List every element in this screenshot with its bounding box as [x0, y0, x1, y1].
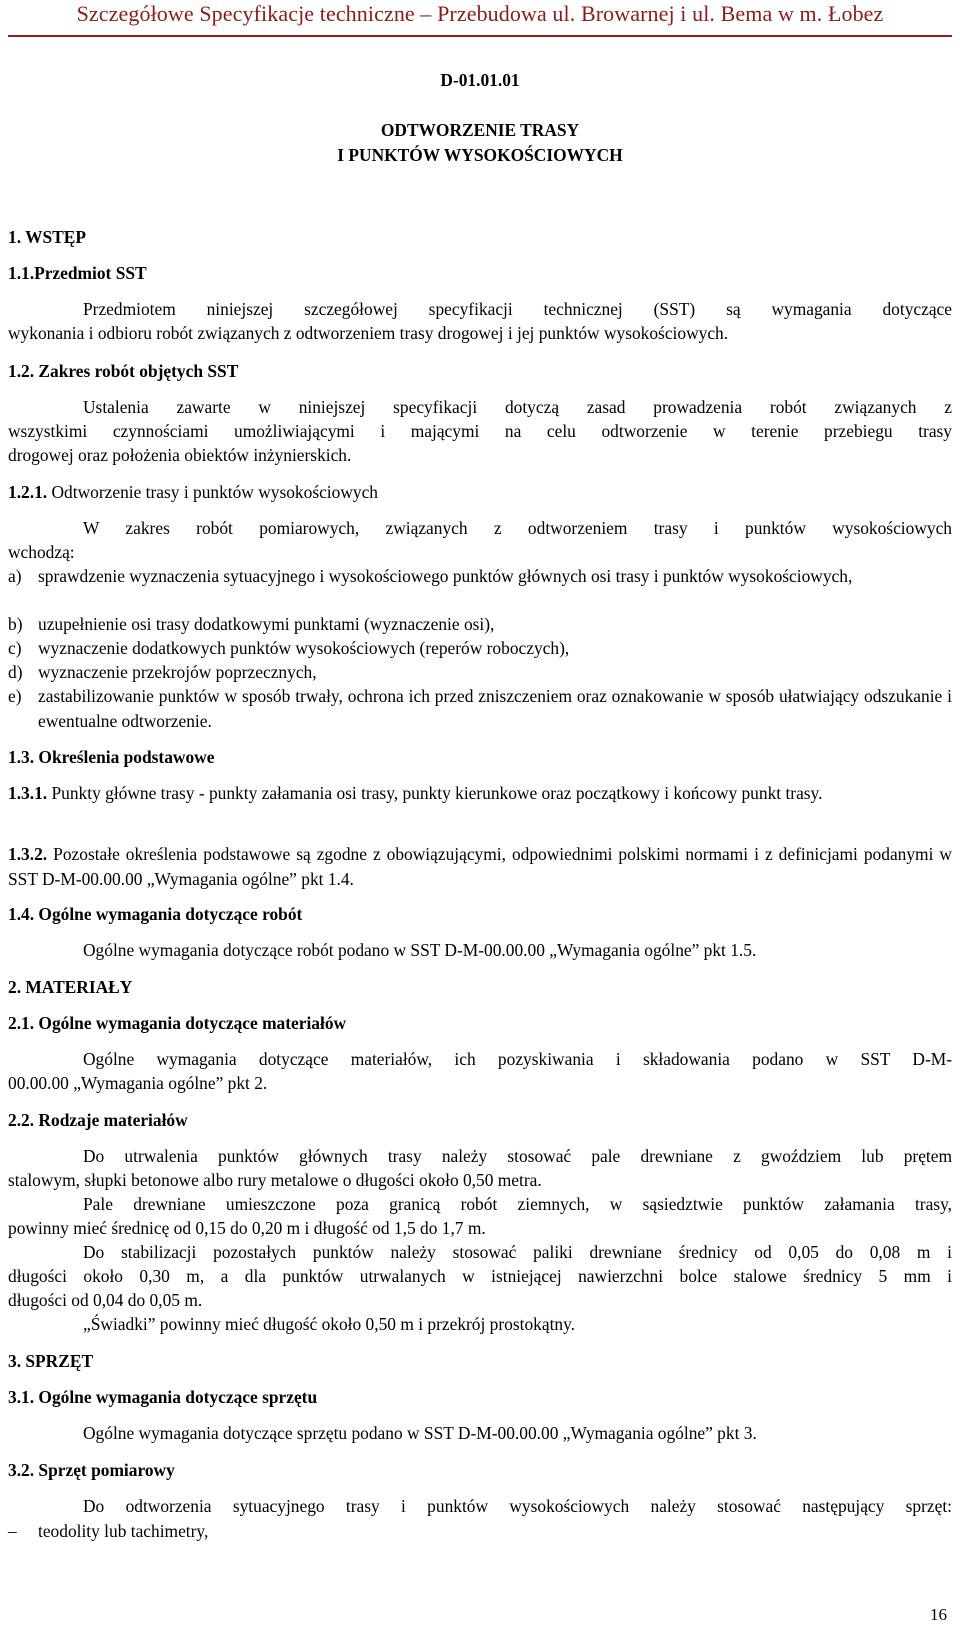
- list-marker: –: [8, 1521, 17, 1541]
- section-1-1-text-line-1: Przedmiotem niniejszej szczegółowej specyfikacji technicznej (SST) są wymagania dotyczące: [83, 299, 952, 319]
- section-1-2-1-text-line-1: W zakres robót pomiarowych, związanych z odtworzeniem trasy i punktów wysokościowych: [83, 518, 952, 538]
- list-item: [8, 660, 952, 685]
- list-item: [8, 636, 952, 661]
- section-2-1-text-line-1: Ogólne wymagania dotyczące materiałów, ich pozyskiwania i składowania podano w SST D-M-: [83, 1049, 952, 1069]
- section-2-2-p1-line-1: Do utrwalenia punktów głównych trasy należy stosować pale drewniane z gwoździem lub prętem: [83, 1146, 952, 1166]
- section-3-1-heading: 3.1. Ogólne wymagania dotyczące sprzętu: [8, 1387, 318, 1407]
- section-1-3-heading: 1.3. Określenia podstawowe: [8, 747, 215, 767]
- section-3-2-text: Do odtworzenia sytuacyjnego trasy i punktów wysokościowych należy stosować następujący sprzęt:: [83, 1496, 952, 1516]
- section-1-2-1-title: Odtworzenie trasy i punktów wysokościowych: [51, 482, 378, 502]
- list-item-text: uzupełnienie osi trasy dodatkowymi punktami (wyznaczenie osi),: [38, 614, 495, 634]
- section-2-2-heading: 2.2. Rodzaje materiałów: [8, 1110, 188, 1130]
- list-marker: b): [8, 614, 23, 634]
- section-2-2-p2-line-2: powinny mieć średnicę od 0,15 do 0,20 m i długość od 1,5 do 1,7 m.: [8, 1218, 486, 1238]
- list-item-text: teodolity lub tachimetry,: [38, 1521, 209, 1541]
- list-marker: a): [8, 566, 22, 586]
- section-3-1-text: Ogólne wymagania dotyczące sprzętu podano w SST D-M-00.00.00 „Wymagania ogólne” pkt 3.: [83, 1423, 757, 1443]
- list-marker: e): [8, 686, 22, 706]
- section-2-2-p3-line-3: długości od 0,04 do 0,05 m.: [8, 1290, 203, 1310]
- section-1-2-text-line-2: wszystkimi czynnościami umożliwiającymi i mającymi na celu odtworzenie w terenie przebiegu trasy: [8, 421, 952, 441]
- section-2-1-text-line-2: 00.00.00 „Wymagania ogólne” pkt 2.: [8, 1073, 268, 1093]
- section-1-2-text-line-3: drogowej oraz położenia obiektów inżynierskich.: [8, 445, 352, 465]
- section-2-heading: 2. MATERIAŁY: [8, 977, 133, 997]
- section-2-2-p3-line-1: Do stabilizacji pozostałych punktów należy stosować paliki drewniane średnicy od 0,05 do 0,08 m i: [83, 1242, 952, 1262]
- section-1-3-1-number: 1.3.1.: [8, 783, 48, 803]
- list-item-text: wyznaczenie dodatkowych punktów wysokościowych (reperów roboczych),: [38, 638, 570, 658]
- list-marker: c): [8, 638, 22, 658]
- section-1-2-1-heading: [8, 480, 378, 505]
- section-1-2-1-text-line-2: wchodzą:: [8, 542, 75, 562]
- list-item: [8, 612, 952, 637]
- document-title-line-2: I PUNKTÓW WYSOKOŚCIOWYCH: [337, 145, 623, 165]
- header-rule: [8, 35, 952, 37]
- list-marker: d): [8, 662, 23, 682]
- section-1-2-text-line-1: Ustalenia zawarte w niniejszej specyfikacji dotyczą zasad prowadzenia robót związanych z: [83, 397, 952, 417]
- section-2-2-p1-line-2: stalowym, słupki betonowe albo rury metalowe o długości około 0,50 metra.: [8, 1170, 542, 1190]
- section-1-1-heading: 1.1.Przedmiot SST: [8, 263, 147, 283]
- section-1-4-text: Ogólne wymagania dotyczące robót podano w SST D-M-00.00.00 „Wymagania ogólne” pkt 1.5.: [83, 940, 757, 960]
- section-1-1-text-line-2: wykonania i odbioru robót związanych z odtworzeniem trasy drogowej i jej punktów wysokościowych.: [8, 323, 729, 343]
- list-item-text: sprawdzenie wyznaczenia sytuacyjnego i wysokościowego punktów głównych osi trasy i punktów wysokościowych,: [38, 566, 853, 586]
- list-item-text: zastabilizowanie punktów w sposób trwały, ochrona ich przed zniszczeniem oraz oznakowanie w sposób ułatwiający odszukanie i ewentualne odtworzenie.: [38, 686, 952, 731]
- section-1-heading: 1. WSTĘP: [8, 227, 86, 247]
- section-1-2-1-number: 1.2.1.: [8, 482, 48, 502]
- section-3-heading: 3. SPRZĘT: [8, 1351, 94, 1371]
- running-header: Szczegółowe Specyfikacje techniczne – Przebudowa ul. Browarnej i ul. Bema w m. Łobez: [76, 1, 884, 26]
- section-1-3-2-text: 1.3.2. Pozostałe określenia podstawowe są zgodne z obowiązującymi, odpowiednimi polskimi normami i z definicjami podanymi w SST D-M-00.00.00 „Wymagania ogólne” pkt 1.4.: [8, 844, 952, 889]
- page-number: 16: [930, 1605, 947, 1624]
- section-1-3-1-text: 1.3.1. Punkty główne trasy - punkty załamania osi trasy, punkty kierunkowe oraz początkowy i końcowy punkt trasy.: [8, 783, 823, 803]
- list-item: [8, 564, 952, 589]
- list-item-text: wyznaczenie przekrojów poprzecznych,: [38, 662, 317, 682]
- section-2-2-p3-line-2: długości około 0,30 m, a dla punktów utrwalanych w istniejącej nawierzchni bolce stalowe średnicy 5 mm i: [8, 1266, 952, 1286]
- section-2-2-p2-line-1: Pale drewniane umieszczone poza granicą robót ziemnych, w sąsiedztwie punktów załamania trasy,: [83, 1194, 952, 1214]
- section-2-2-p4: „Świadki” powinny mieć długość około 0,50 m i przekrój prostokątny.: [83, 1314, 576, 1334]
- document-code: D-01.01.01: [440, 70, 520, 90]
- section-1-3-2-number: 1.3.2.: [8, 844, 48, 864]
- section-1-4-heading: 1.4. Ogólne wymagania dotyczące robót: [8, 904, 303, 924]
- section-2-1-heading: 2.1. Ogólne wymagania dotyczące materiałów: [8, 1013, 347, 1033]
- section-1-2-heading: 1.2. Zakres robót objętych SST: [8, 361, 239, 381]
- section-3-2-heading: 3.2. Sprzęt pomiarowy: [8, 1460, 175, 1480]
- document-title-line-1: ODTWORZENIE TRASY: [380, 120, 580, 140]
- list-item: [8, 1519, 952, 1544]
- list-item: [8, 684, 952, 734]
